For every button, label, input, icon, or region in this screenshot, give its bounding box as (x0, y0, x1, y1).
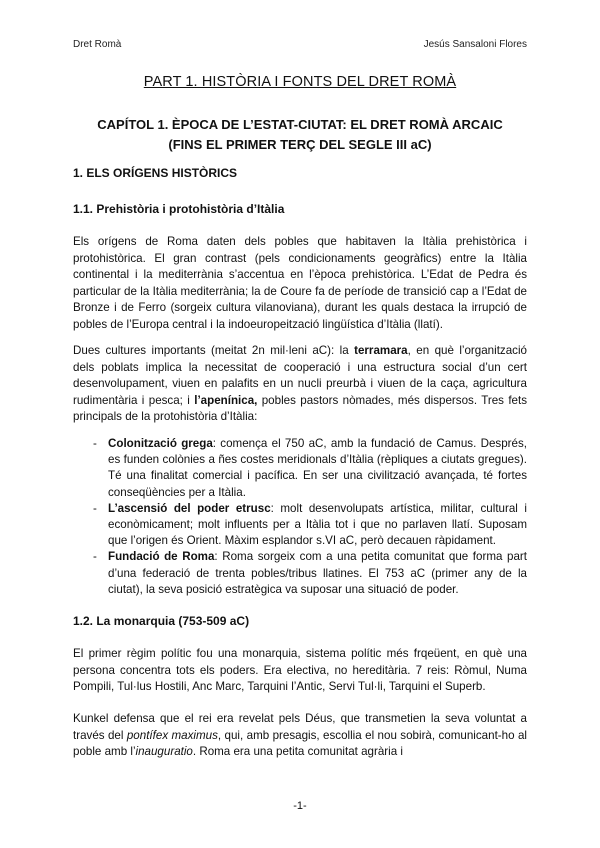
list-item (93, 436, 527, 501)
para4-text-3: . Roma era una petita comunitat agrària i (192, 745, 403, 759)
para4-italic-pontifex: pontífex maximus (126, 728, 218, 742)
paragraph-kunkel (73, 711, 527, 761)
list-item (93, 549, 527, 598)
para4-italic-inauguratio: inauguratio (135, 745, 193, 759)
running-header-right: Jesús Sansaloni Flores (423, 39, 527, 50)
list-dash: - (93, 437, 97, 450)
paragraph-prehistory: Els orígens de Roma daten dels pobles que habitaven la Itàlia prehistòrica i protohistòrica. El gran contrast (pels condicionaments geogràfics) entre la Itàlia continental i la mediterrània s’accentua en l’època prehistòrica. L’Edat de Pedra és particular de la Itàlia mediterrània; la de Coure fa de període de transició cap a l’Edat de Bronze i de Ferro (sorgeix cultura vilanoviana), durant les quals destaca la irrupció de pobles de l’Europa central i la indoeuropeització lingüística d’Itàlia (llatí). (73, 235, 527, 331)
list-item-text: : comença el 750 aC, amb la fundació de Camus. Després, es funden colònies a ñes costes meridionals d’Itàlia (rèpliques a ciutats gregues). Té una finalitat comercial i pacífica. En ser una civilització avançada, té fortes conseqüències per a Itàlia. (108, 437, 527, 499)
list-dash: - (93, 501, 97, 515)
para4-text-2: , qui, amb presagis, escollia el nou sobirà, comunicant-ho al poble amb l’ (73, 728, 527, 759)
list-item-text: : molt desenvolupats artística, militar, cultural i econòmicament; molt influents per a Itàlia tot i que no parlaven llatí. Suposam que l’origen és Orient. Màxim esplandor s.VI aC, però decauen ràpidament. (108, 501, 527, 548)
para4-text-1: Kunkel defensa que el rei era revelat pels Déus, que transmetien la seva voluntat a través del (73, 712, 527, 742)
section-heading-1: 1. ELS ORÍGENS HISTÒRICS (73, 166, 238, 180)
section-heading-1-1: 1.1. Prehistòria i protohistòria d’Itàlia (73, 202, 285, 216)
list-dash: - (93, 550, 97, 564)
list-item-bold: Colonització grega (108, 437, 213, 450)
paragraph-cultures (73, 343, 527, 426)
para2-text-2: , en què l’organització dels poblats implica la necessitat de cooperació i una estructura social d’un cert desenvolupament, viuen en palafits en un nucli preurbà i viuen de la caça, agricultura rudimentària i pesca; i (73, 344, 527, 407)
paragraph-monarchy: El primer règim polític fou una monarquia, sistema polític més frqeüent, en què una persona concentra tots els poders. Era electiva, no hereditària. 7 reis: Ròmul, Numa Pompili, Tul·lus Hostili, Anc Marc, Tarquini l’Antic, Servi Tul·li, Tarquini el Superb. (73, 647, 527, 694)
list-item-bold: L’ascensió del poder etrusc (108, 501, 271, 515)
list-item-bold: Fundació de Roma (108, 550, 215, 564)
chapter-title-line2: (FINS EL PRIMER TERÇ DEL SEGLE III aC) (168, 137, 432, 152)
page-number: -1- (293, 800, 307, 812)
list-item (93, 501, 527, 550)
protohistory-facts-list (93, 436, 527, 598)
chapter-title-line1: CAPÍTOL 1. ÈPOCA DE L’ESTAT-CIUTAT: EL DRET ROMÀ ARCAIC (97, 117, 503, 132)
para2-text-1: Dues cultures importants (meitat 2n mil·leni aC): la (73, 344, 355, 357)
para2-text-3: pobles pastors nòmades, més dispersos. Tres fets principals de la protohistòria d’Itàlia: (73, 393, 528, 424)
part-title: PART 1. HISTÒRIA I FONTS DEL DRET ROMÀ (143, 74, 457, 90)
list-item-text: : Roma sorgeix com a una petita comunitat que forma part d’una federació de trenta pobles/tribus llatines. El 753 aC (primer any de la ciutat), la seva posició estratègica va suposar una situació de poder. (108, 550, 527, 596)
running-header-left: Dret Romà (73, 39, 122, 50)
chapter-title (73, 115, 527, 155)
section-heading-1-2: 1.2. La monarquia (753-509 aC) (73, 614, 250, 628)
para2-bold-apeninica: l’apenínica, (194, 393, 258, 407)
para2-bold-terramara: terramara (354, 344, 408, 357)
